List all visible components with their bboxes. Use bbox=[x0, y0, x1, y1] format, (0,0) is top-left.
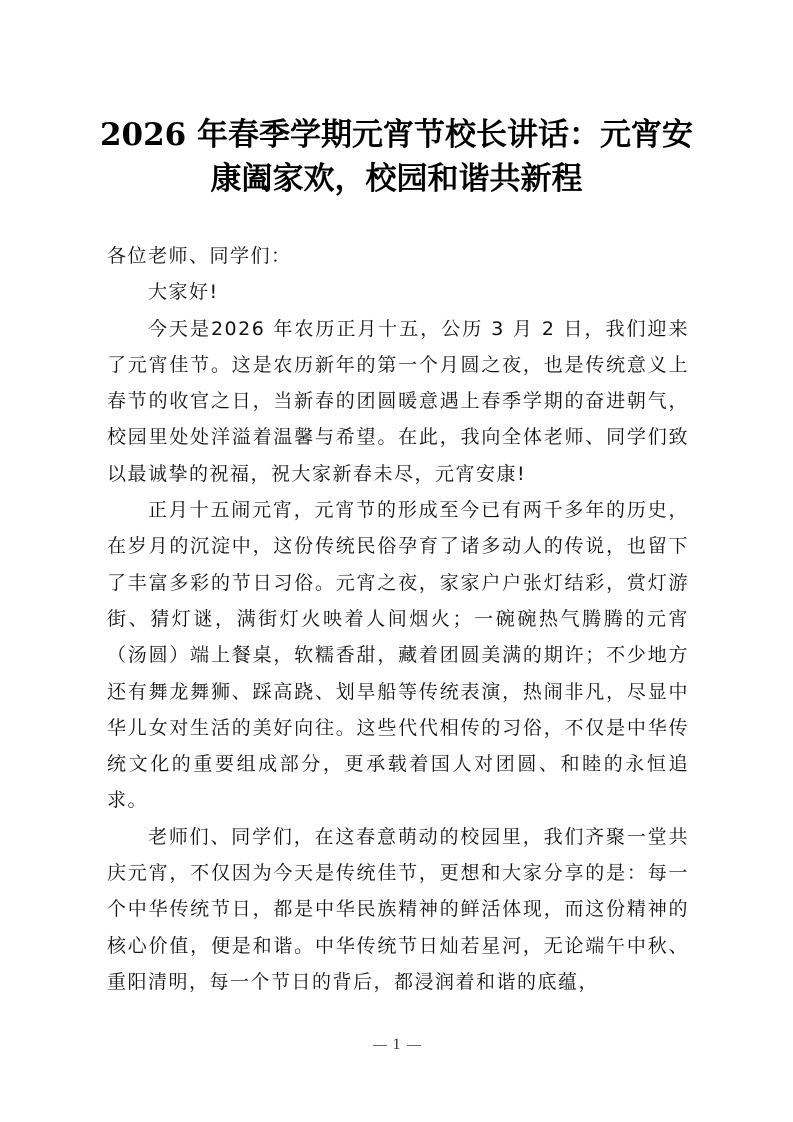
salutation: 各位老师、同学们： bbox=[107, 245, 292, 267]
page-number: 1 bbox=[392, 1036, 401, 1053]
paragraph-1: 今天是2026 年农历正月十五，公历 3 月 2 日，我们迎来了元宵佳节。这是农历新年的第一个月圆之夜，也是传统意义上春节的收官之日，当新春的团圆暖意遇上春季学期的奋进朝气，校园里处处洋溢着温馨与希望。在此，我向全体老师、同学们致以最诚挚的祝福，祝大家新春未尽，元宵安康! bbox=[107, 317, 689, 485]
document-body bbox=[107, 238, 689, 1000]
dash-right bbox=[407, 1045, 421, 1046]
document-title bbox=[90, 113, 703, 201]
paragraph-3: 老师们、同学们，在这春意萌动的校园里，我们齐聚一堂共庆元宵，不仅因为今天是传统佳节，更想和大家分享的是：每一个中华传统节日，都是中华民族精神的鲜活体现，而这份精神的核心价值，便是和谐。中华传统节日灿若星河，无论端午中秋、重阳清明，每一个节日的背后，都浸润着和谐的底蕴， bbox=[107, 825, 689, 993]
greeting: 大家好! bbox=[148, 281, 219, 304]
page-footer bbox=[0, 1036, 793, 1054]
title-line-2: 康阖家欢，校园和谐共新程 bbox=[210, 161, 583, 197]
dash-left bbox=[373, 1045, 387, 1046]
paragraph-2: 正月十五闹元宵，元宵节的形成至今已有两千多年的历史，在岁月的沉淀中，这份传统民俗孕育了诸多动人的传说，也留下了丰富多彩的节日习俗。元宵之夜，家家户户张灯结彩，赏灯游街、猜灯谜，满街灯火映着人间烟火；一碗碗热气腾腾的元宵（汤圆）端上餐桌，软糯香甜，藏着团圆美满的期许；不少地方还有舞龙舞狮、踩高跷、划旱船等传统表演，热闹非凡，尽显中华儿女对生活的美好向往。这些代代相传的习俗，不仅是中华传统文化的重要组成部分，更承载着国人对团圆、和睦的永恒追求。 bbox=[107, 499, 689, 812]
title-line-1: 2026 年春季学期元宵节校长讲话：元宵安 bbox=[99, 117, 694, 153]
